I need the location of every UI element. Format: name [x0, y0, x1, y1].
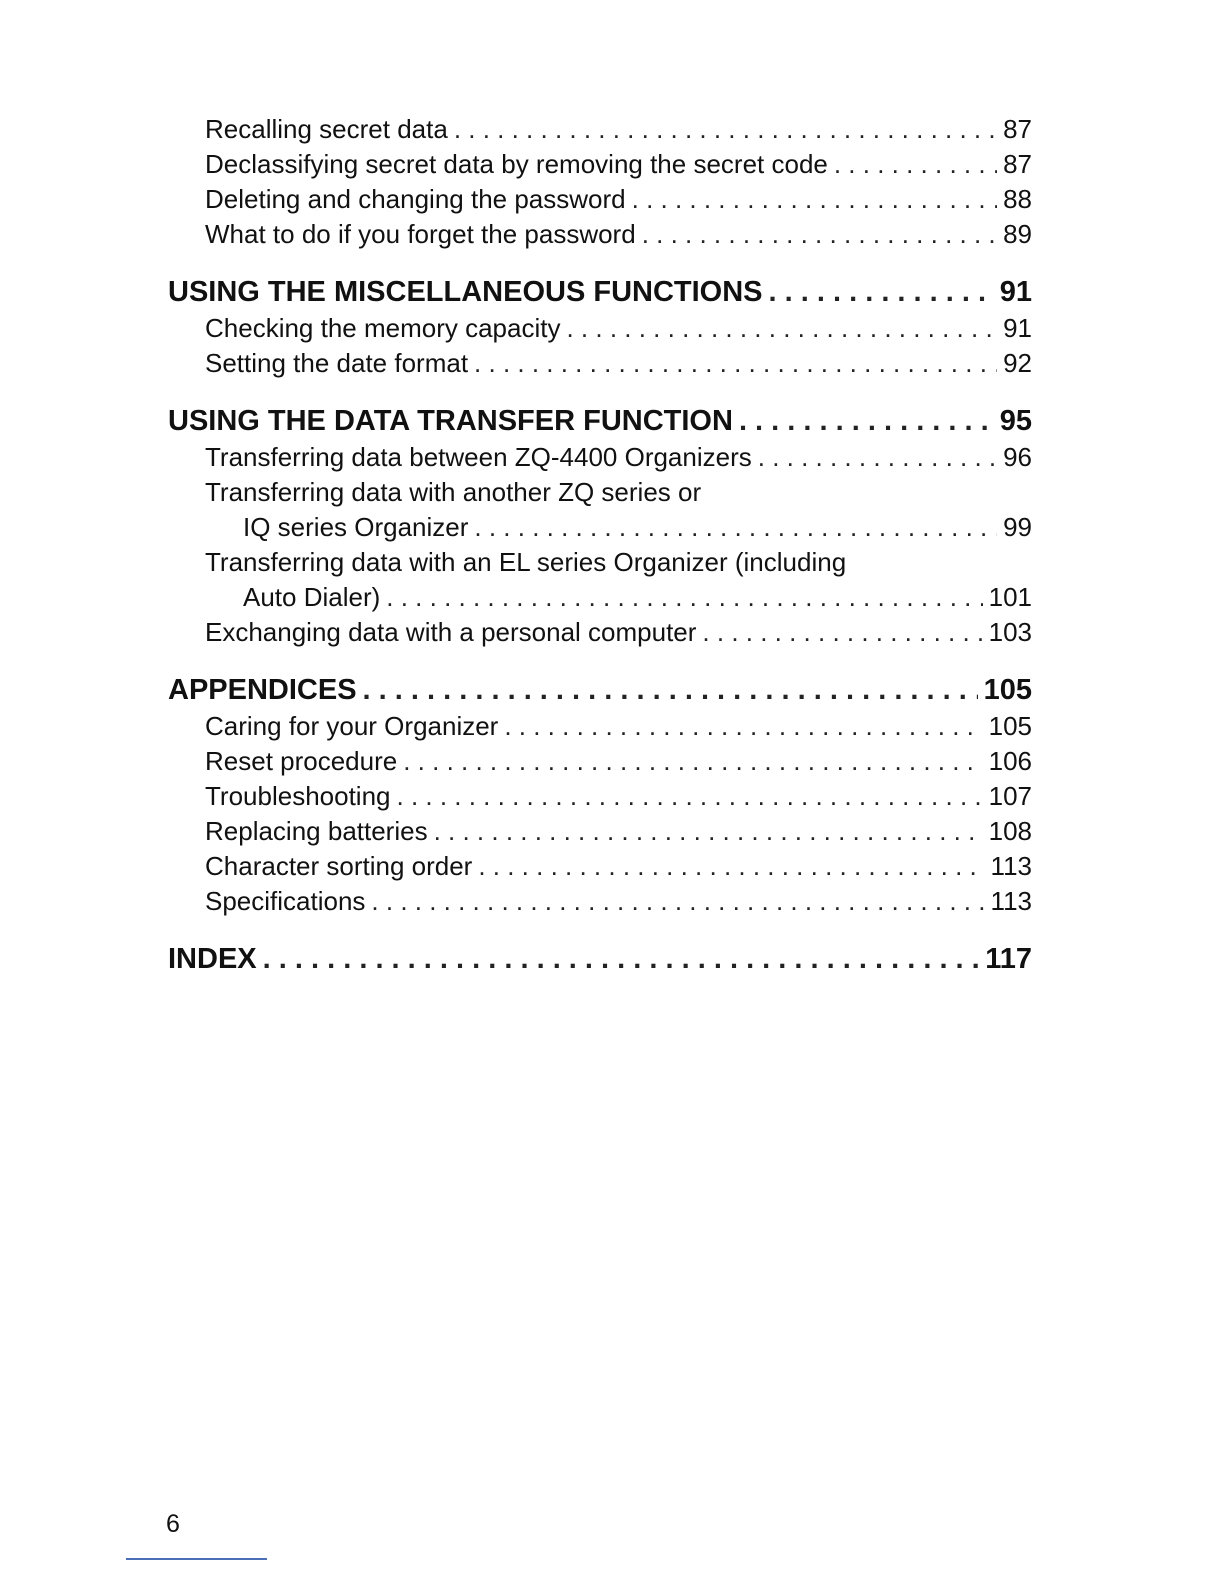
toc-entry-page: 107	[988, 781, 1032, 811]
toc-entry-page: 96	[1003, 442, 1032, 472]
toc-section-title: USING THE MISCELLANEOUS FUNCTIONS	[168, 276, 763, 308]
toc-entry[interactable]	[168, 814, 1032, 849]
dot-leader	[386, 580, 982, 615]
toc-entry-title: Replacing batteries	[205, 816, 428, 846]
toc-entry-page: 88	[1003, 184, 1032, 214]
toc-entry-title: Declassifying secret data by removing the secret code	[205, 149, 828, 179]
toc-entry-page: 87	[1003, 114, 1032, 144]
toc-section-index[interactable]	[168, 940, 1032, 978]
dot-leader	[474, 510, 997, 545]
toc-entry-wrap-first-line[interactable]	[168, 475, 1032, 510]
toc-entry-title: Specifications	[205, 886, 366, 916]
dot-leader	[263, 940, 980, 978]
toc-entry[interactable]	[168, 217, 1032, 252]
toc-entry-title: Exchanging data with a personal computer	[205, 617, 697, 647]
toc-section-page: 105	[983, 674, 1032, 706]
dot-leader	[702, 615, 982, 650]
toc-entry-wrap-first-line[interactable]	[168, 545, 1032, 580]
toc-entry-page: 87	[1003, 149, 1032, 179]
dot-leader	[403, 744, 982, 779]
toc-entry-page: 113	[990, 886, 1032, 916]
dot-leader	[478, 849, 984, 884]
toc-entry[interactable]	[168, 744, 1032, 779]
dot-leader	[566, 311, 997, 346]
toc-entry-page: 89	[1003, 219, 1032, 249]
toc-section-title: USING THE DATA TRANSFER FUNCTION	[168, 405, 733, 437]
toc-section-misc[interactable]	[168, 273, 1032, 311]
toc-entry[interactable]	[168, 440, 1032, 475]
toc-section-page: 117	[985, 943, 1032, 975]
table-of-contents	[168, 112, 1032, 978]
dot-leader	[504, 709, 982, 744]
toc-entry-title: Auto Dialer)	[243, 582, 381, 612]
toc-entry-page: 108	[988, 816, 1032, 846]
toc-entry-title: Character sorting order	[205, 851, 473, 881]
toc-entry-page: 103	[988, 617, 1032, 647]
toc-section-title: INDEX	[168, 943, 257, 975]
toc-entry-wrap-second-line[interactable]	[168, 510, 1032, 545]
toc-entry-title: Checking the memory capacity	[205, 313, 561, 343]
toc-section-page: 91	[999, 276, 1032, 308]
toc-entry[interactable]	[168, 147, 1032, 182]
toc-entry-title: Transferring data with another ZQ series or	[205, 477, 702, 507]
toc-entry-wrap-second-line[interactable]	[168, 580, 1032, 615]
toc-entry[interactable]	[168, 112, 1032, 147]
toc-entry[interactable]	[168, 311, 1032, 346]
toc-entry-page: 106	[988, 746, 1032, 776]
dot-leader	[632, 182, 997, 217]
toc-entry-title: Reset procedure	[205, 746, 398, 776]
footer-rule	[126, 1558, 267, 1560]
toc-entry-page: 91	[1003, 313, 1032, 343]
toc-entry[interactable]	[168, 182, 1032, 217]
dot-leader	[474, 346, 997, 381]
toc-section-transfer[interactable]	[168, 402, 1032, 440]
toc-entry-page: 101	[988, 582, 1032, 612]
dot-leader	[363, 671, 978, 709]
toc-entry[interactable]	[168, 884, 1032, 919]
toc-entry-page: 92	[1003, 348, 1032, 378]
toc-entry[interactable]	[168, 615, 1032, 650]
dot-leader	[758, 440, 997, 475]
toc-entry[interactable]	[168, 849, 1032, 884]
toc-entry-title: Setting the date format	[205, 348, 469, 378]
toc-section-title: APPENDICES	[168, 674, 357, 706]
dot-leader	[642, 217, 997, 252]
toc-entry-title: Caring for your Organizer	[205, 711, 499, 741]
toc-entry-title: What to do if you forget the password	[205, 219, 636, 249]
dot-leader	[434, 814, 983, 849]
toc-entry-page: 105	[988, 711, 1032, 741]
toc-entry-title: IQ series Organizer	[243, 512, 469, 542]
dot-leader	[371, 884, 984, 919]
dot-leader	[834, 147, 997, 182]
toc-entry[interactable]	[168, 346, 1032, 381]
dot-leader	[739, 402, 994, 440]
toc-entry-page: 113	[990, 851, 1032, 881]
dot-leader	[769, 273, 994, 311]
dot-leader	[454, 112, 997, 147]
toc-entry[interactable]	[168, 709, 1032, 744]
toc-entry-title: Deleting and changing the password	[205, 184, 626, 214]
toc-entry-page: 99	[1003, 512, 1032, 542]
toc-section-appendices[interactable]	[168, 671, 1032, 709]
dot-leader	[397, 779, 983, 814]
toc-entry-title: Troubleshooting	[205, 781, 391, 811]
page-number: 6	[166, 1510, 180, 1538]
toc-entry[interactable]	[168, 779, 1032, 814]
toc-entry-title: Transferring data with an EL series Organizer (including	[205, 547, 847, 577]
toc-entry-title: Transferring data between ZQ-4400 Organizers	[205, 442, 752, 472]
toc-section-page: 95	[999, 405, 1032, 437]
toc-entry-title: Recalling secret data	[205, 114, 448, 144]
